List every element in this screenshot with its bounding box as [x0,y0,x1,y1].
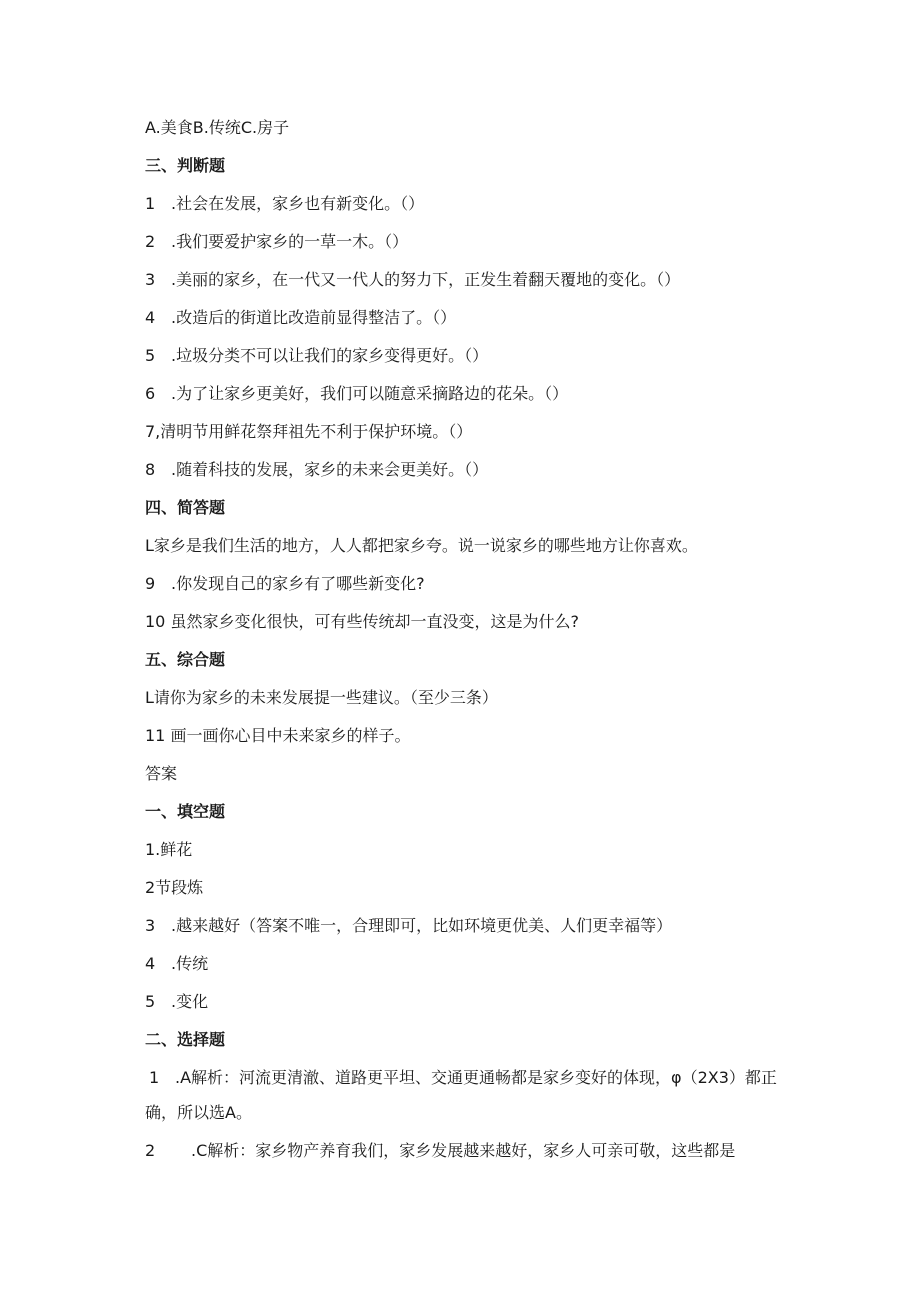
answer-fill-3 [145,916,672,936]
answer-fill-2: 2节段炼 [145,878,204,897]
item-number: 3 [145,916,156,935]
item-text: .随着科技的发展，家乡的未来会更美好。（） [171,460,489,479]
item-text: .你发现自己的家乡有了哪些新变化? [171,574,425,593]
section-heading-fill-blank: 一、填空题 [145,802,226,821]
section-heading-short-answer: 四、简答题 [145,498,226,517]
item-text: .传统 [171,954,209,973]
judge-item-1 [145,194,424,214]
answer-choice-1-continued: 确，所以选A。 [145,1103,252,1122]
answers-title: 答案 [145,764,178,783]
item-number: 2 [145,1141,156,1160]
item-text: .美丽的家乡，在一代又一代人的努力下，正发生着翻天覆地的变化。（） [171,270,681,289]
judge-item-7: 7,清明节用鲜花祭拜祖先不利于保护环境。（） [145,422,473,441]
comprehensive-item-11: 11 画一画你心目中未来家乡的样子。 [145,726,411,745]
item-text: .为了让家乡更美好，我们可以随意采摘路边的花朵。（） [171,384,569,403]
item-number: 9 [145,574,156,593]
section-heading-judge: 三、判断题 [145,156,226,175]
item-number: 4 [145,308,156,327]
answer-fill-1: 1.鲜花 [145,840,193,859]
item-text: .改造后的街道比改造前显得整洁了。（） [171,308,457,327]
answer-choice-1 [145,1068,777,1088]
short-answer-item-1: L家乡是我们生活的地方，人人都把家乡夸。说一说家乡的哪些地方让你喜欢。 [145,536,698,555]
answer-fill-4 [145,954,208,974]
judge-item-5 [145,346,488,366]
item-number: 1 [149,1068,160,1087]
item-number: 8 [145,460,156,479]
judge-item-2 [145,232,408,252]
item-number: 5 [145,346,156,365]
item-number: 6 [145,384,156,403]
item-text: .社会在发展，家乡也有新变化。（） [171,194,425,213]
answer-fill-5 [145,992,208,1012]
item-number: 2 [145,232,156,251]
item-number: 1 [145,194,156,213]
judge-item-3 [145,270,680,290]
item-text: .A解析：河流更清澈、道路更平坦、交通更通畅都是家乡变好的体现，φ（2X3）都正 [175,1068,777,1087]
choice-options-line: A.美食B.传统C.房子 [145,118,290,137]
judge-item-4 [145,308,456,328]
section-heading-comprehensive: 五、综合题 [145,650,226,669]
item-text: .我们要爱护家乡的一草一木。（） [171,232,409,251]
answer-choice-2 [145,1141,735,1161]
short-answer-item-9 [145,574,425,594]
item-text: .变化 [171,992,209,1011]
item-text: .越来越好（答案不唯一，合理即可，比如环境更优美、人们更幸福等） [171,916,673,935]
judge-item-6 [145,384,568,404]
item-number: 5 [145,992,156,1011]
comprehensive-item-1: L请你为家乡的未来发展提一些建议。（至少三条） [145,688,498,707]
short-answer-item-10: 10 虽然家乡变化很快，可有些传统却一直没变，这是为什么? [145,612,579,631]
item-text: .垃圾分类不可以让我们的家乡变得更好。（） [171,346,489,365]
item-number: 4 [145,954,156,973]
section-heading-choice: 二、选择题 [145,1030,226,1049]
item-number: 3 [145,270,156,289]
judge-item-8 [145,460,488,480]
item-text: .C解析：家乡物产养育我们，家乡发展越来越好，家乡人可亲可敬，这些都是 [191,1141,736,1160]
